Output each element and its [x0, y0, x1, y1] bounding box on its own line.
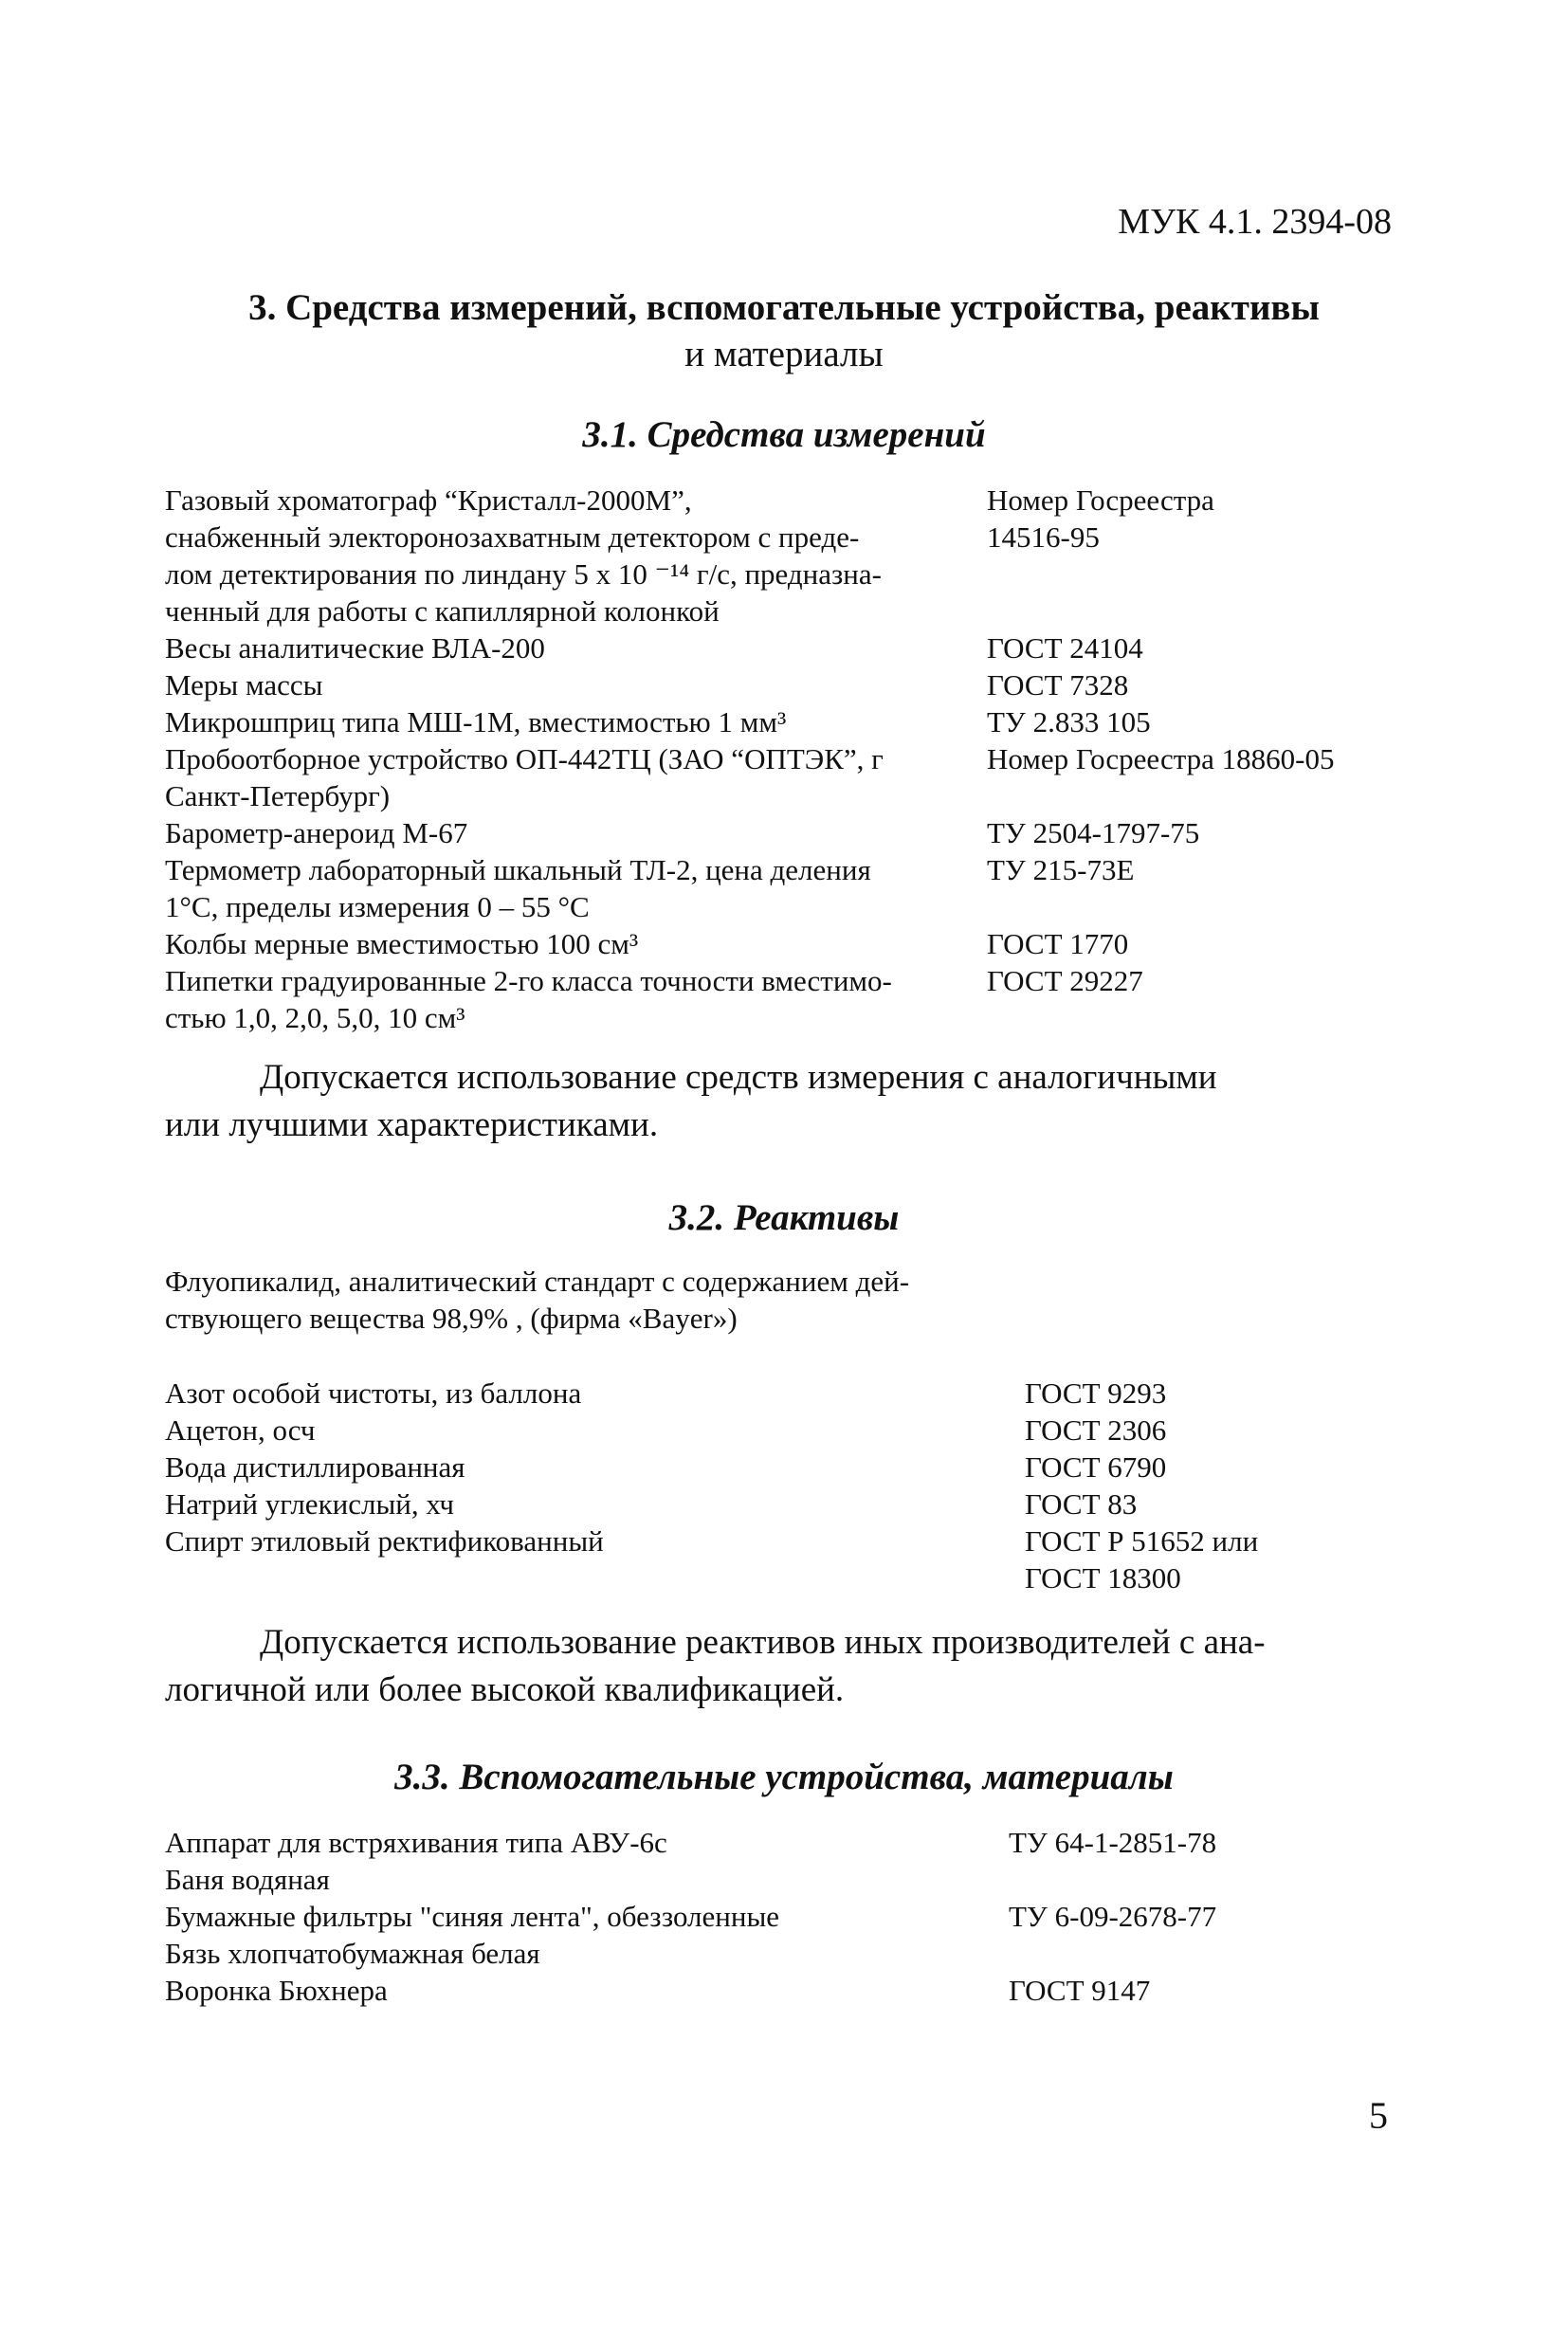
item-ref: Номер Госреестра 18860-05: [987, 742, 1335, 775]
item-ref: ТУ 215-73Е: [987, 853, 1135, 886]
item-name: лом детектирования по линдану 5 х 10 ⁻¹⁴ г/с, предназна-: [165, 557, 882, 591]
list-item: [165, 556, 1416, 592]
item-ref: ГОСТ 7328: [987, 668, 1129, 702]
note-line: Допускается использование средств измерения с аналогичными: [260, 1058, 1217, 1097]
list-item: [165, 814, 1416, 851]
list-item: [165, 1449, 1416, 1485]
item-ref: ТУ 6-09-2678-77: [1009, 1900, 1217, 1933]
section-title-line1: 3. Средства измерений, вспомогательные устройства, реактивы: [248, 287, 1320, 328]
item-name: ченный для работы с капиллярной колонкой: [165, 594, 720, 628]
item-ref: ГОСТ 6790: [1025, 1450, 1167, 1484]
list-item: [165, 592, 1416, 629]
standard-line: [165, 1300, 1416, 1337]
item-ref: ГОСТ 83: [1025, 1487, 1138, 1521]
list-item: [165, 1485, 1416, 1522]
item-name: Бязь хлопчатобумажная белая: [165, 1937, 540, 1970]
standard-line: [165, 1263, 1416, 1300]
item-ref: ГОСТ 24104: [987, 631, 1143, 665]
list-item: [165, 1522, 1416, 1559]
item-name: Баня водяная: [165, 1863, 330, 1896]
item-name: Аппарат для встряхивания типа АВУ-6с: [165, 1826, 667, 1859]
item-name: снабженный электоронозахватным детектором с преде-: [165, 520, 860, 554]
list-item: [165, 1972, 1416, 2009]
item-ref: ГОСТ 18300: [1025, 1561, 1181, 1595]
list-item: [165, 482, 1416, 519]
subsection-3-2-title: 3.2. Реактивы: [668, 1197, 900, 1238]
item-name: Термометр лабораторный шкальный ТЛ-2, цена деления: [165, 853, 871, 886]
list-item: [165, 1375, 1416, 1412]
subsection-3-1-title: 3.1. Средства измерений: [582, 414, 986, 455]
list-item: [165, 1898, 1416, 1935]
item-ref: ГОСТ 29227: [987, 964, 1143, 997]
list-item: [165, 1935, 1416, 1972]
list-item: [165, 1861, 1416, 1898]
item-ref: ГОСТ Р 51652 или: [1025, 1524, 1259, 1558]
item-name: Пробоотборное устройство ОП-442ТЦ (ЗАО “ОПТЭК”, г: [165, 742, 884, 775]
list-item: [165, 851, 1416, 888]
item-name: Ацетон, осч: [165, 1413, 316, 1447]
list-item: [165, 703, 1416, 740]
item-name: Спирт этиловый ректификованный: [165, 1524, 604, 1558]
item-ref: ГОСТ 9293: [1025, 1376, 1167, 1410]
item-name: Санкт-Петербург): [165, 779, 391, 812]
list-item: [165, 777, 1416, 814]
list-item: [165, 740, 1416, 777]
list-item: [165, 888, 1416, 925]
item-ref: ГОСТ 9147: [1009, 1974, 1151, 2007]
item-ref: 14516-95: [987, 520, 1100, 554]
list-item: [165, 999, 1416, 1036]
item-name: стью 1,0, 2,0, 5,0, 10 см³: [165, 1001, 465, 1034]
list-item: [165, 962, 1416, 999]
section-title-line2: и материалы: [684, 334, 884, 374]
page-number: 5: [1369, 2094, 1388, 2137]
note-line: логичной или более высокой квалификацией.: [165, 1670, 845, 1709]
standard-text: ствующего вещества 98,9% , (фирма «Bayer»): [165, 1302, 738, 1335]
list-item: [165, 925, 1416, 962]
list-item: [165, 519, 1416, 556]
note-line: или лучшими характеристиками.: [165, 1105, 659, 1144]
item-ref: ТУ 2.833 105: [987, 705, 1151, 738]
item-ref: ГОСТ 1770: [987, 927, 1129, 960]
document-code: МУК 4.1. 2394-08: [1118, 202, 1392, 242]
standard-text: Флуопикалид, аналитический стандарт с содержанием дей-: [165, 1265, 910, 1298]
list-item: [165, 1824, 1416, 1861]
item-name: Натрий углекислый, хч: [165, 1487, 454, 1521]
list-item: [165, 1412, 1416, 1449]
item-name: Вода дистиллированная: [165, 1450, 465, 1484]
instruments-note: [165, 1054, 1388, 1149]
item-name: Газовый хроматограф “Кристалл-2000М”,: [165, 483, 692, 517]
item-name: Микрошприц типа МШ-1М, вместимостью 1 мм³: [165, 705, 787, 738]
item-ref: ТУ 2504-1797-75: [987, 816, 1200, 849]
item-name: Азот особой чистоты, из баллона: [165, 1376, 582, 1410]
item-ref: Номер Госреестра: [987, 483, 1214, 517]
item-name: Колбы мерные вместимостью 100 см³: [165, 927, 639, 960]
item-name: Бумажные фильтры "синяя лента", обеззоленные: [165, 1900, 780, 1933]
item-name: 1°С, пределы измерения 0 – 55 °С: [165, 890, 590, 923]
section-title: [142, 284, 1426, 377]
subsection-3-3-title: 3.3. Вспомогательные устройства, материалы: [394, 1757, 1174, 1797]
item-name: Барометр-анероид М-67: [165, 816, 468, 849]
list-item: [165, 629, 1416, 666]
item-name: Весы аналитические ВЛА-200: [165, 631, 545, 665]
reagents-note: [165, 1619, 1388, 1714]
item-ref: ГОСТ 2306: [1025, 1413, 1167, 1447]
item-ref: ТУ 64-1-2851-78: [1009, 1826, 1217, 1859]
item-name: Пипетки градуированные 2-го класса точности вместимо-: [165, 964, 892, 997]
list-item: [165, 666, 1416, 703]
note-line: Допускается использование реактивов иных производителей с ана-: [260, 1623, 1266, 1662]
item-name: Меры массы: [165, 668, 323, 702]
list-item: [165, 1559, 1416, 1596]
item-name: Воронка Бюхнера: [165, 1974, 388, 2007]
